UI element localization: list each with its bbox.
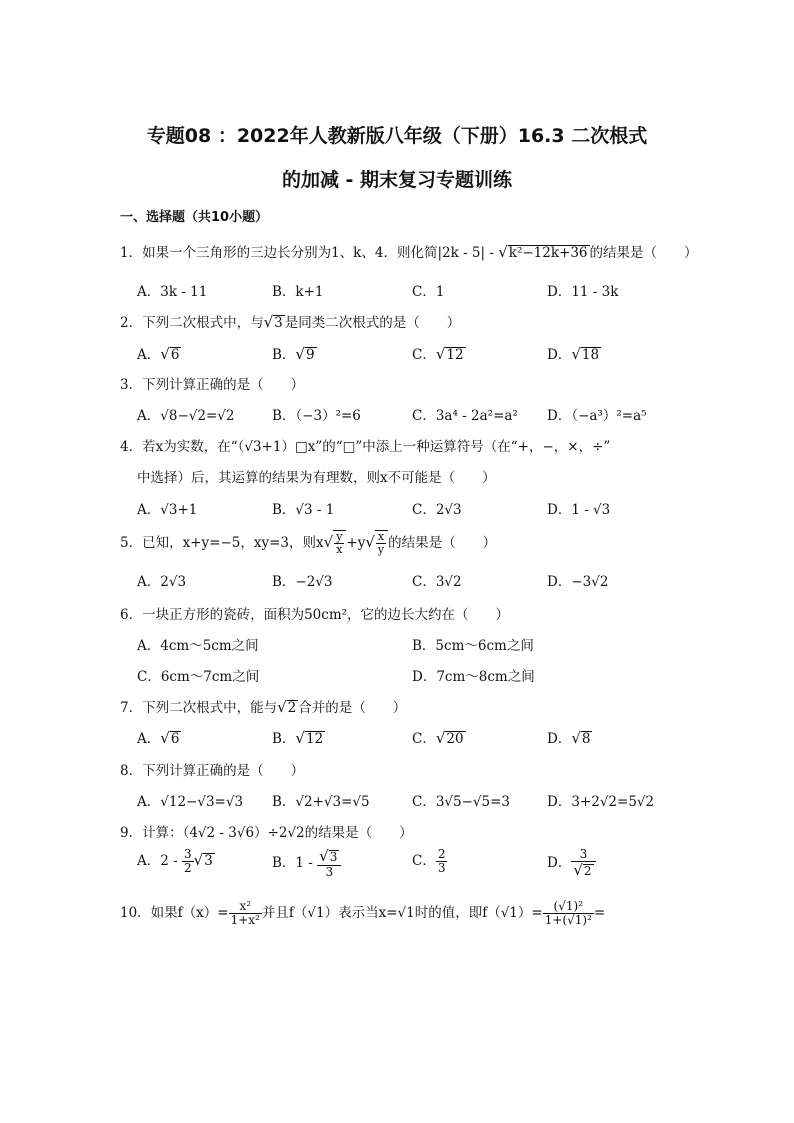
q3-option-b: B．（−3）²=6 xyxy=(272,408,361,424)
q5-option-a: A．2√3 xyxy=(137,574,187,590)
radical-sign-icon: √ xyxy=(571,729,581,747)
q7-option-d: D．√8 xyxy=(547,729,591,747)
radical-sign-icon: √ xyxy=(435,345,446,363)
question-2-radicand: 3 xyxy=(274,315,283,331)
radical-sign-icon: √ xyxy=(263,313,274,331)
q6-option-b: B．5cm～6cm之间 xyxy=(412,638,534,654)
q7-option-b: B．√12 xyxy=(272,729,324,747)
question-2 xyxy=(120,311,460,331)
question-10-stem-c: = xyxy=(593,905,606,922)
q7-option-c: C．√20 xyxy=(412,729,464,747)
fraction-x2-over-1-plus-x2: $\frac{\text{x²}}{\text{1+x²}}$ xyxy=(230,899,260,928)
question-2-stem-a: 2．下列二次根式中，与 xyxy=(120,315,264,331)
page-title-line-1: 专题08 ：2022年人教新版八年级（下册）16.3 二次根式 xyxy=(146,125,648,147)
q9-option-b: B．1 - $\frac{√3}{3}$ xyxy=(272,848,341,879)
page-title-line-2: 的加减 - 期末复习专题训练 xyxy=(281,169,513,191)
radical-sign-icon: √ xyxy=(295,729,305,747)
radical-sign-icon: √ xyxy=(571,345,581,363)
q6-option-c: C．6cm～7cm之间 xyxy=(137,669,260,685)
question-5-stem-b: 的结果是（ ） xyxy=(388,535,497,552)
question-1-stem-a: 1．如果一个三角形的三边长分别为1、k、4．则化简|2k - 5| - xyxy=(120,245,499,261)
question-7-radicand: 2 xyxy=(287,700,297,716)
q5-option-c: C．3√2 xyxy=(412,574,462,590)
question-10 xyxy=(120,900,605,927)
question-5-stem-a: 5．已知，x+y=−5，xy=3，则 xyxy=(120,535,316,552)
q3-option-d: D．（−a³）²=a⁵ xyxy=(547,408,647,424)
q5-option-d: D．−3√2 xyxy=(547,574,609,590)
question-10-stem-b: 并且f（√1）表示当x=√1时的值，即f（√1）= xyxy=(261,905,543,922)
q4-option-b: B．√3 - 1 xyxy=(272,502,335,518)
question-9: 9．计算：（4√2 - 3√6）÷2√2的结果是（ ） xyxy=(120,825,413,841)
question-1-stem-b: 的结果是（ ） xyxy=(589,245,698,261)
q5-option-b: B．−2√3 xyxy=(272,574,333,590)
question-1-radicand: k²−12k+36 xyxy=(508,245,588,261)
q9-option-c: C． $\frac{2}{3}$ xyxy=(412,847,446,876)
question-4-line-2: 中选择）后，其运算的结果为有理数，则x不可能是（ ） xyxy=(137,470,496,486)
q2-option-d: D．√18 xyxy=(547,345,600,363)
q4-option-a: A．√3+1 xyxy=(137,502,198,518)
q7-option-a: A．√6 xyxy=(137,729,180,747)
q2-option-c: C．√12 xyxy=(412,345,464,363)
q8-option-c: C．3√5−√5=3 xyxy=(412,794,511,810)
question-2-stem-b: 是同类二次根式的是（ ） xyxy=(284,315,461,331)
question-6: 6．一块正方形的瓷砖，面积为50cm²，它的边长大约在（ ） xyxy=(120,607,510,623)
q4-option-d: D．1 - √3 xyxy=(547,502,611,518)
q6-option-d: D．7cm～8cm之间 xyxy=(412,669,535,685)
section-heading: 一、选择题（共10小题） xyxy=(120,210,269,225)
q2-option-a: A．√6 xyxy=(137,345,180,363)
question-5 xyxy=(120,530,496,556)
q4-option-c: C．2√3 xyxy=(412,502,462,518)
q8-option-d: D．3+2√2=5√2 xyxy=(547,794,655,810)
radical-sign-icon: √ xyxy=(277,698,287,716)
q1-option-d: D．11 - 3k xyxy=(547,284,619,300)
question-1 xyxy=(120,241,698,261)
q8-option-a: A．√12−√3=√3 xyxy=(137,794,244,810)
radical-sign-icon: √ xyxy=(295,345,305,363)
question-7-stem-a: 7．下列二次根式中，能与 xyxy=(120,700,278,716)
radical-sign-icon: √ xyxy=(435,729,446,747)
q1-option-b: B．k+1 xyxy=(272,284,324,300)
question-4-line-1: 4．若x为实数，在“（√3+1）□x”的“□”中添上一种运算符号（在“+，−，×，÷” xyxy=(120,439,611,455)
question-3: 3．下列计算正确的是（ ） xyxy=(120,377,305,393)
q1-option-c: C．1 xyxy=(412,284,445,300)
question-7 xyxy=(120,696,406,716)
radical-sign-icon: √ xyxy=(160,729,170,747)
expr-x-sqrt-y-over-x: x√ $\frac{y}{x}$ +y√ $\frac{x}{y}$ xyxy=(316,535,388,551)
q1-option-a: A．3k - 11 xyxy=(137,284,208,300)
q3-option-a: A．√8−√2=√2 xyxy=(137,408,235,424)
radical-sign-icon: √ xyxy=(160,345,170,363)
q6-option-a: A．4cm～5cm之间 xyxy=(137,638,259,654)
question-10-stem-a: 10．如果f（x）= xyxy=(120,905,229,922)
q9-option-a: A．2 - $\frac{3}{2}$ √3 xyxy=(137,847,213,876)
fraction-sqrt1-expression: $\frac{\text{(√1)²}}{\text{1+(√1)²}}$ xyxy=(544,899,592,928)
q9-option-d: D． $\frac{3}{√2}$ xyxy=(547,848,596,879)
radical-sign-icon: √ xyxy=(498,243,508,261)
q8-option-b: B．√2+√3=√5 xyxy=(272,794,370,810)
question-7-stem-b: 合并的是（ ） xyxy=(298,700,407,716)
q3-option-c: C．3a⁴ - 2a²=a² xyxy=(412,408,518,424)
q2-option-b: B．√9 xyxy=(272,345,315,363)
question-8: 8．下列计算正确的是（ ） xyxy=(120,763,305,779)
